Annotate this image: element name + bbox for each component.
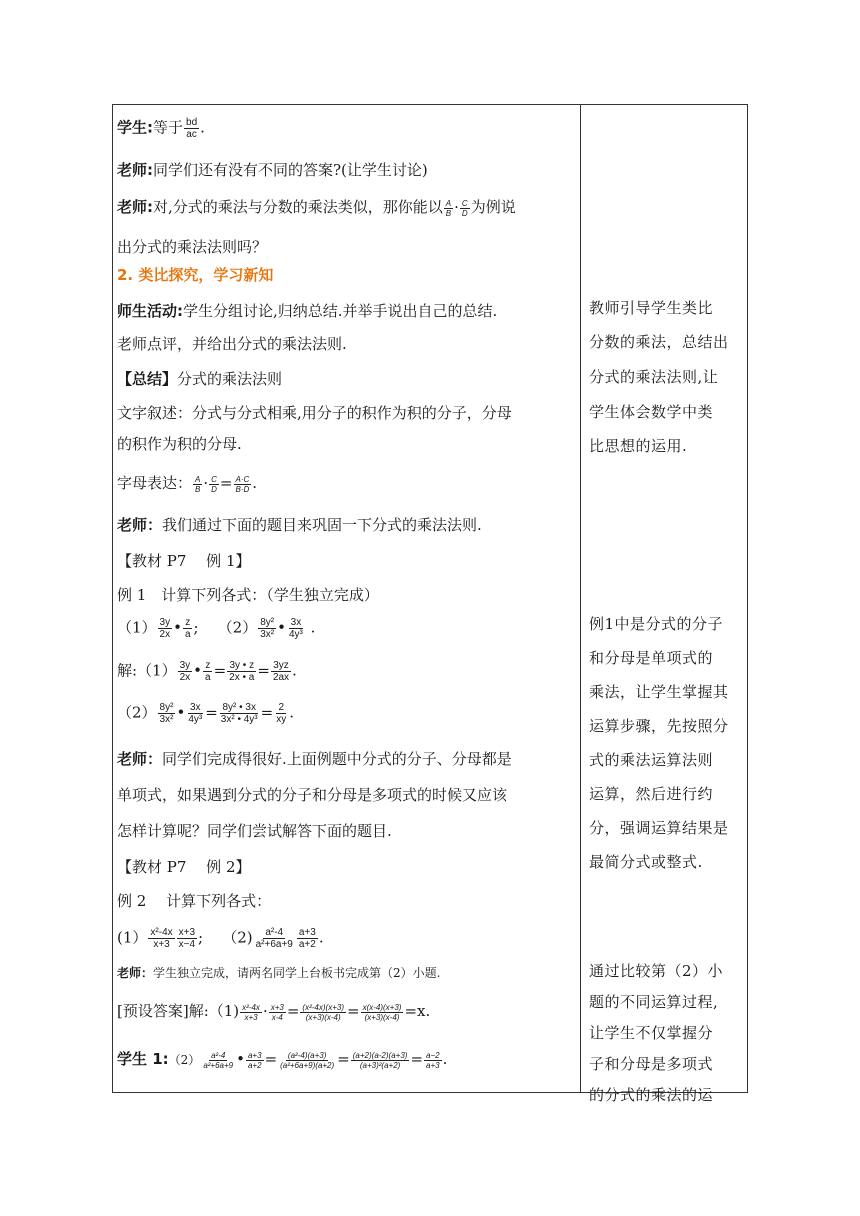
fraction	[269, 1003, 286, 1022]
numerator: 3y • z	[229, 660, 255, 671]
fraction	[203, 660, 213, 683]
denominator: a+2	[247, 1060, 262, 1070]
fraction	[148, 927, 174, 950]
numerator: x²-4x	[150, 927, 173, 938]
numerator: C	[461, 198, 468, 208]
note-line: 子和分母是多项式	[589, 1055, 714, 1073]
denominator: 3x² • 4y³	[220, 714, 258, 725]
speaker-label: 老师：	[117, 516, 163, 534]
fraction	[258, 617, 276, 640]
numerator: a²-4	[211, 1050, 226, 1060]
numerator: (a+2)(a-2)(a+3)	[352, 1050, 408, 1060]
teacher-line-5	[117, 963, 440, 983]
numerator: 8y²	[260, 617, 275, 628]
text: 分式的乘法法则	[177, 370, 283, 388]
summary-label: 【总结】	[117, 370, 178, 388]
speaker-label: 老师:	[117, 161, 153, 179]
fraction	[234, 475, 252, 494]
speaker-label: 学生:	[117, 118, 153, 137]
text: （1）	[117, 618, 157, 637]
text-rule-line: 文字叙述：分式与分式相乘,用分子的积作为积的分子，分母	[117, 404, 512, 422]
text: =x.	[404, 1002, 431, 1020]
denominator: 2x	[179, 672, 191, 683]
example-2-problems: (1） $\frac{\text{x²-4x}}{x+3}$ $\frac{x+3}{x-4}$ ; （2) $\frac{\text{a²-4}}{\text{a²+6a+9}}$ $\frac{a+3}{a+2}$ .	[117, 927, 324, 950]
note-line: 分式的乘法法则,让	[589, 368, 719, 386]
denominator: ac	[186, 129, 197, 140]
numerator: 3y	[159, 617, 171, 628]
denominator: a	[184, 629, 191, 640]
fraction	[271, 660, 291, 683]
denominator: 2ax	[272, 672, 290, 683]
teacher-line-4	[117, 749, 512, 769]
numerator: 2	[278, 702, 284, 713]
denominator: 3x²	[159, 714, 174, 725]
numerator: z	[205, 660, 211, 671]
numerator: 8y²	[159, 702, 174, 713]
teacher-line-3	[117, 515, 482, 535]
numerator: a−2	[426, 1050, 440, 1060]
column-divider	[580, 105, 581, 1092]
fraction	[246, 1051, 264, 1070]
text: （2）	[217, 618, 258, 637]
example-1-problems: （1） $\frac{3y}{2x}$ • $\frac{z}{a}$ ; （2） $\frac{\text{8y²}}{\text{3x²}}$ • $\frac{3x}{\text{4y³}}$ .	[117, 617, 316, 640]
example-2-title: 例 2 计算下列各式：	[117, 892, 272, 910]
denominator: B	[195, 484, 201, 494]
numerator: 3y	[179, 660, 191, 671]
note-line: 通过比较第（2）小	[589, 962, 724, 980]
text: （2）	[168, 1053, 201, 1067]
numerator: 3x	[189, 702, 201, 713]
fraction	[297, 927, 318, 950]
fraction	[177, 927, 197, 950]
numerator: x+3	[178, 927, 196, 938]
fraction	[424, 1051, 442, 1070]
text: 同学们完成得很好.上面例题中分式的分子、分母都是	[162, 750, 512, 768]
fraction	[186, 702, 204, 725]
denominator: (a+3)²(a+2)	[359, 1060, 401, 1070]
fraction	[300, 1003, 346, 1022]
text: 学生分组讨论,归纳总结.并举手说出自己的总结.	[183, 302, 498, 320]
preset-answer: [预设答案]解:（1) $\frac{\text{x²-4x}}{x+3}$ · $\frac{x+3}{x-4}$ = $\frac{\text{(x²-4x)(x+3)}}{(x+3)(x-4)}$ = $\frac{x(x-4)(x+3)}{(x+3)(x-4)}$ =x.	[117, 1002, 431, 1022]
fraction	[361, 1003, 404, 1022]
numerator: bd	[186, 117, 198, 128]
text: 对,分式的乘法与分数的乘法类似，那你能以	[153, 198, 443, 216]
numerator: A	[445, 198, 452, 208]
note-line: 例1中是分式的分子	[589, 615, 724, 633]
denominator: a²+6a+9	[255, 939, 293, 950]
fraction	[444, 199, 453, 218]
text: 学生独立完成，请两名同学上台板书完成第（2）小题.	[153, 966, 441, 980]
fraction	[201, 1051, 235, 1070]
fraction	[351, 1051, 410, 1070]
note-line: 题的不同运算过程,	[589, 993, 719, 1011]
denominator: a+3	[426, 1060, 440, 1070]
note-line: 学生体会数学中类	[589, 403, 714, 421]
numerator: a+3	[247, 1050, 262, 1060]
text: 同学们还有没有不同的答案?(让学生讨论)	[153, 161, 428, 179]
text: （2)	[222, 928, 253, 947]
note-line: 分，强调运算结果是	[589, 819, 729, 837]
section-heading: 2. 类比探究，学习新知	[117, 266, 274, 284]
numerator: a²-4	[265, 927, 284, 938]
activity-line	[117, 301, 497, 321]
speaker-label: 老师：	[117, 750, 163, 768]
fraction	[460, 199, 470, 218]
numerator: C	[211, 474, 217, 484]
fraction	[183, 617, 193, 640]
note-line: 比思想的运用.	[589, 437, 688, 455]
fraction	[158, 702, 176, 725]
teacher-line-2b: 出分式的乘法法则吗？	[117, 238, 268, 256]
denominator: a+2	[298, 939, 316, 950]
text: [预设答案]解:（1)	[117, 1002, 240, 1020]
numerator: 3x	[290, 617, 302, 628]
denominator: x+3	[244, 1012, 258, 1022]
speaker-label: 老师：	[117, 966, 154, 980]
speaker-label: 学生 1:	[117, 1050, 169, 1068]
text: 解:（1）	[117, 661, 177, 680]
text: 等于	[153, 118, 184, 137]
numerator: (a²-4)(a+3)	[287, 1050, 327, 1060]
numerator: (x²-4x)(x+3)	[302, 1002, 344, 1012]
fraction	[184, 117, 199, 140]
denominator: xy	[276, 714, 287, 725]
solution-2: （2） $\frac{\text{8y²}}{\text{3x²}}$ • $\frac{3x}{\text{4y³}}$ = $\frac{\text{8y² • 3x}}{\text{3x² • 4y³}}$ = $\frac{2}{xy}$ .	[117, 702, 294, 725]
fraction	[274, 702, 288, 725]
text: 我们通过下面的题目来巩固一下分式的乘法法则.	[162, 516, 482, 534]
note-line: 分数的乘法，总结出	[589, 333, 729, 351]
text: （2）	[117, 703, 157, 722]
text: 字母表达：	[117, 474, 193, 492]
lesson-table	[112, 104, 748, 1104]
note-line: 运算，然后进行约	[589, 785, 714, 803]
fraction	[278, 1051, 336, 1070]
fraction	[178, 660, 193, 683]
speaker-label: 老师:	[117, 198, 153, 216]
fraction	[254, 927, 295, 950]
text: 为例说	[470, 198, 516, 216]
textbook-ref-2: 【教材 P7 例 2】	[117, 858, 251, 876]
note-line: 式的乘法运算法则	[589, 751, 714, 769]
fraction	[158, 617, 173, 640]
note-line: 的分式的乘法的运	[589, 1086, 714, 1104]
teacher-line-1	[117, 160, 428, 180]
denominator: 4y³	[288, 629, 303, 640]
textbook-ref-1: 【教材 P7 例 1】	[117, 552, 251, 570]
numerator: x+3	[270, 1002, 284, 1012]
denominator: 2x	[159, 629, 171, 640]
speaker-label: 师生活动:	[117, 302, 183, 320]
letter-rule-line: 字母表达： $\frac{A}{B}$ · $\frac{C}{D}$ = $\frac{A\cdot C}{B\cdot D}$ .	[117, 474, 258, 494]
denominator: a²+6a+9	[203, 1060, 234, 1070]
numerator: 8y² • 3x	[222, 702, 256, 713]
denominator: (x+3)(x-4)	[364, 1012, 400, 1022]
denominator: B	[445, 208, 452, 218]
denominator: 4y³	[188, 714, 203, 725]
denominator: (a²+6a+9)(a+2)	[280, 1060, 335, 1070]
numerator: 3yz	[273, 660, 289, 671]
text: (1）	[117, 928, 148, 947]
teacher-line-4c: 怎样计算呢？同学们尝试解答下面的题目.	[117, 822, 392, 840]
note-line: 最简分式或整式.	[589, 853, 703, 871]
fraction	[209, 475, 219, 494]
denominator: 2x • a	[229, 672, 255, 683]
note-line: 让学生不仅掌握分	[589, 1024, 714, 1042]
fraction	[193, 475, 202, 494]
fraction	[287, 617, 305, 640]
denominator: D	[461, 208, 468, 218]
denominator: B·D	[235, 484, 250, 494]
denominator: (x+3)(x-4)	[305, 1012, 341, 1022]
fraction	[240, 1003, 262, 1022]
student-1-answer: 学生 1:（2） $\frac{\text{a²-4}}{\text{a²+6a+9}}$ • $\frac{a+3}{a+2}$ = $\frac{\text{(a²-4)(a+3)}}{\text{(a²+6a+9)(a+2)}}$ = $\frac{(a+2)(a-2)(a+3)}{\text{(a+3)²(a+2)}}$ = $\frac{a-2}{a+3}$ .	[117, 1050, 448, 1070]
numerator: A·C	[235, 474, 250, 484]
fraction	[219, 702, 260, 725]
numerator: A	[195, 474, 201, 484]
note-line: 运算步骤，先按照分	[589, 717, 729, 735]
denominator: x+3	[153, 939, 170, 950]
student-answer-line: 学生:等于 $\frac{bd}{ac}$ .	[117, 117, 205, 140]
denominator: 3x²	[260, 629, 275, 640]
denominator: x−4	[178, 939, 196, 950]
example-1-title: 例 1 计算下列各式：（学生独立完成）	[117, 586, 379, 604]
activity-line-2: 老师点评，并给出分式的乘法法则.	[117, 335, 347, 353]
denominator: a	[205, 672, 211, 683]
fraction	[227, 660, 256, 683]
numerator: a+3	[298, 927, 316, 938]
numerator: z	[185, 617, 191, 628]
teacher-line-2: 老师:对,分式的乘法与分数的乘法类似，那你能以 $\frac{A}{B}$ · $\frac{C}{D}$ 为例说	[117, 198, 516, 218]
solution-1: 解:（1） $\frac{3y}{2x}$ • $\frac{z}{a}$ = $\frac{3y • z}{2x • a}$ = $\frac{3yz}{2ax}$ .	[117, 660, 297, 683]
numerator: x(x-4)(x+3)	[362, 1002, 402, 1012]
note-line: 和分母是单项式的	[589, 649, 714, 667]
denominator: D	[211, 484, 217, 494]
numerator: x²-4x	[242, 1002, 260, 1012]
summary-line	[117, 369, 282, 389]
note-line: 乘法，让学生掌握其	[589, 683, 729, 701]
denominator: x-4	[271, 1012, 283, 1022]
teacher-line-4b: 单项式，如果遇到分式的分子和分母是多项式的时候又应该	[117, 786, 508, 804]
text-rule-line-2: 的积作为积的分母.	[117, 435, 242, 453]
note-line: 教师引导学生类比	[589, 299, 714, 317]
